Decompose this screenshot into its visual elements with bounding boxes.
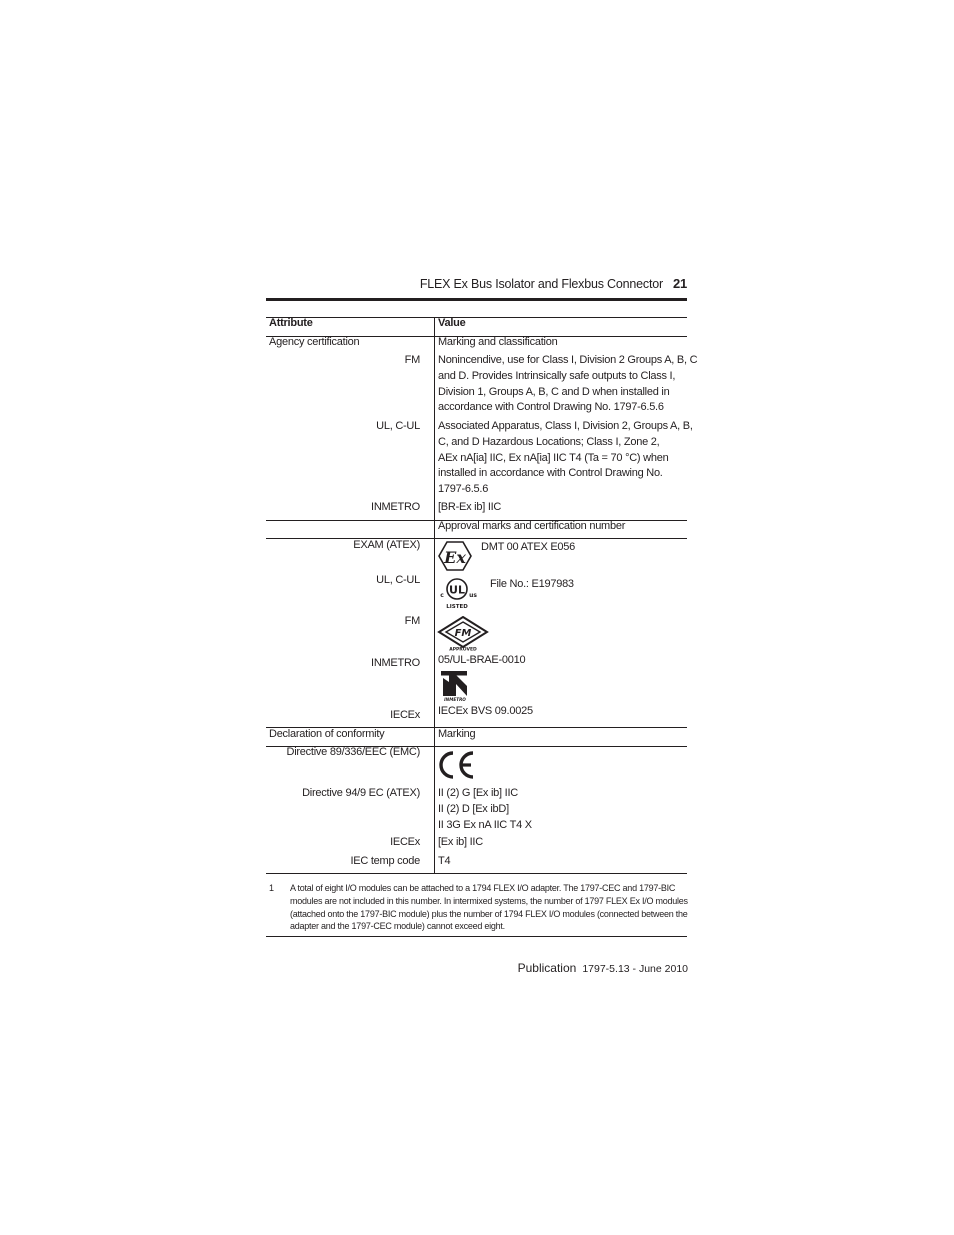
- publication-id: 1797-5.13 - June 2010: [582, 963, 688, 975]
- publication-label: Publication: [517, 961, 577, 975]
- publication-footer: [266, 961, 688, 975]
- ul-listed-text: LISTED: [446, 604, 468, 610]
- inmetro-label: INMETRO: [371, 501, 420, 513]
- inmetro-certificate: 05/UL-BRAE-0010: [438, 654, 526, 666]
- table-top-rule: [266, 317, 687, 318]
- inmetro-logo-icon: [440, 670, 470, 702]
- column-header-value: Value: [438, 317, 466, 329]
- declaration-marking-header: Marking: [438, 728, 476, 740]
- ul-cul-approval-label: UL, C-UL: [376, 574, 420, 586]
- ul-classification-line: C, and D Hazardous Locations; Class I, Zone 2,: [438, 435, 660, 448]
- running-header-title: FLEX Ex Bus Isolator and Flexbus Connector: [419, 277, 663, 291]
- iecex-marking: [Ex ib] IIC: [438, 836, 483, 848]
- iec-temp-code-label: IEC temp code: [350, 855, 420, 867]
- ul-classification-line: Associated Apparatus, Class I, Division 2, Groups A, B,: [438, 420, 693, 432]
- ul-classification-line: AEx nA[ia] IIC, Ex nA[ia] IIC T4 (Ta = 70 °C) when: [438, 451, 669, 464]
- exam-atex-label: EXAM (ATEX): [353, 539, 420, 551]
- ul-us-text: us: [469, 592, 477, 599]
- fm-classification: [438, 353, 697, 416]
- atex-directive-label: Directive 94/9 EC (ATEX): [302, 787, 420, 799]
- header-rule: [266, 298, 687, 301]
- footnote-text: A total of eight I/O modules can be attached to a 1794 FLEX I/O adapter. The 1797-CEC and 1797-BIC modules are not included in this number. In intermixed systems, the number of 1797 FLEX Ex I/O modules (attached onto the 1797-BIC module) plus the number of 1794 FLEX I/O modules (connected between the adapter and the 1797-CEC module) cannot exceed eight.: [290, 883, 688, 932]
- ul-cul-classification: [438, 419, 693, 498]
- ul-icon-text: UL: [449, 583, 465, 597]
- ex-hexagon-icon: [438, 541, 472, 571]
- approval-marks-header: Approval marks and certification number: [438, 520, 626, 532]
- column-header-attribute: Attribute: [269, 317, 313, 329]
- fm-label: FM: [404, 354, 420, 366]
- iec-temp-code-value: T4: [438, 855, 451, 867]
- exam-atex-certificate: DMT 00 ATEX E056: [481, 541, 576, 553]
- footnote-bottom-rule: [266, 936, 687, 937]
- fm-classification-line: Division 1, Groups A, B, C and D when installed in: [438, 385, 670, 398]
- ul-file-number: File No.: E197983: [490, 578, 574, 590]
- atex-marking: [438, 786, 532, 833]
- fm-approved-diamond-icon: [437, 616, 489, 651]
- emc-directive-label: Directive 89/336/EEC (EMC): [286, 746, 420, 758]
- fm-classification-line: accordance with Control Drawing No. 1797-6.5.6: [438, 401, 664, 414]
- fm-classification-line: Nonincendive, use for Class I, Division 2 Groups A, B, C: [438, 354, 698, 366]
- table-rule-approval-header: [266, 538, 687, 539]
- ul-classification-line: installed in accordance with Control Drawing No.: [438, 467, 663, 480]
- ce-mark-icon: [437, 750, 477, 780]
- ul-classification-line: 1797-6.5.6: [438, 483, 489, 496]
- fm-approved-text: APPROVED: [449, 647, 477, 651]
- ul-cul-label: UL, C-UL: [376, 420, 420, 432]
- iecex-certificate: IECEx BVS 09.0025: [438, 705, 533, 717]
- fm-icon-text: FM: [454, 628, 472, 639]
- agency-certification-value: Marking and classification: [438, 336, 558, 348]
- ex-icon-text: Ex: [444, 548, 466, 567]
- agency-certification-label: Agency certification: [269, 336, 360, 348]
- inmetro-icon-text: INMETRO: [444, 697, 466, 702]
- atex-marking-line: II (2) D [Ex ibD]: [438, 802, 509, 815]
- atex-marking-line: II (2) G [Ex ib] IIC: [438, 787, 518, 799]
- inmetro-classification: [BR-Ex ib] IIC: [438, 501, 502, 513]
- iecex-approval-label: IECEx: [390, 709, 420, 721]
- table-column-divider: [434, 317, 435, 874]
- ul-listed-icon: [438, 575, 482, 611]
- fm-approval-label: FM: [404, 615, 420, 627]
- footnote-number: 1: [269, 883, 274, 893]
- running-header: [267, 276, 687, 294]
- page-number: 21: [672, 276, 687, 291]
- atex-marking-line: II 3G Ex nA IIC T4 X: [438, 818, 532, 831]
- declaration-of-conformity-label: Declaration of conformity: [269, 728, 385, 740]
- fm-classification-line: and D. Provides Intrinsically safe outputs to Class I,: [438, 369, 676, 382]
- iecex-declaration-label: IECEx: [390, 836, 420, 848]
- inmetro-approval-label: INMETRO: [371, 657, 420, 669]
- ul-c-text: c: [440, 592, 444, 599]
- table-bottom-rule: [266, 873, 687, 874]
